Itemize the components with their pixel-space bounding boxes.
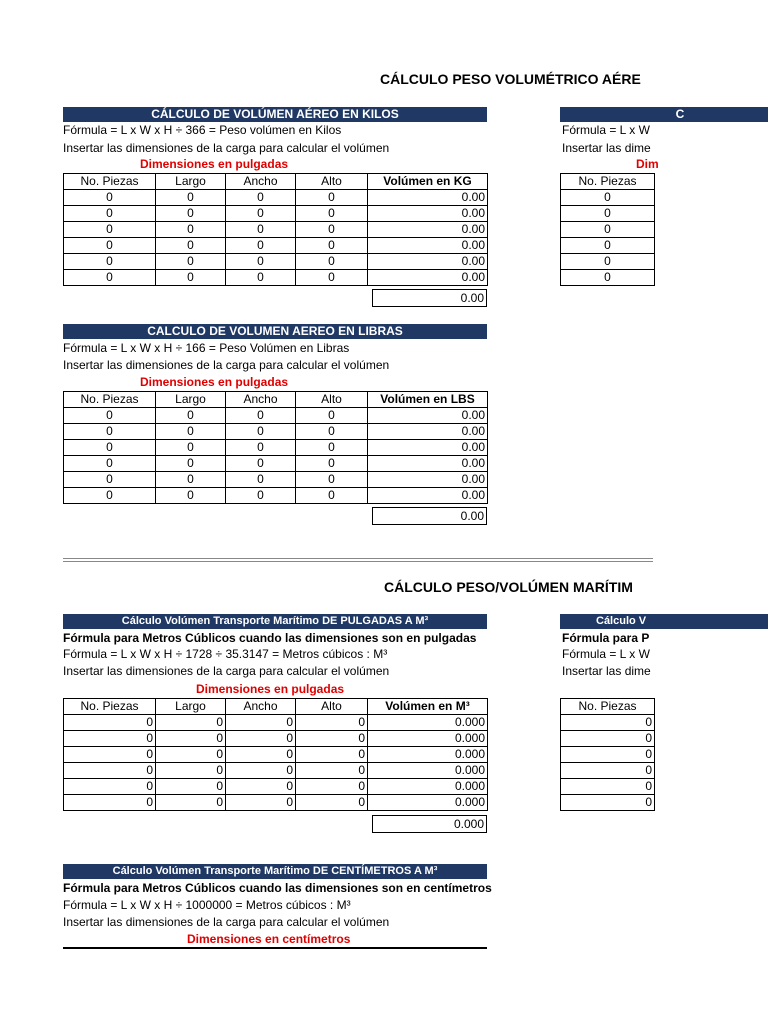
kilos-dims-label: Dimensiones en pulgadas [140,157,289,171]
table-cell[interactable]: 0 [226,190,296,206]
table-row [561,747,655,763]
table-row [64,254,488,270]
table-row [561,795,655,811]
table-cell[interactable]: 0 [156,731,226,747]
table-cell[interactable]: 0 [296,222,368,238]
table-cell[interactable]: 0 [64,206,156,222]
table-cell[interactable]: 0 [226,472,296,488]
libras-table [63,391,488,504]
kilos-formula: Fórmula = L x W x H ÷ 366 = Peso volúmen en Kilos [63,123,342,137]
pulgadas-header-bar: Cálculo Volúmen Transporte Marítimo DE PULGADAS A M³ [63,614,487,629]
kilos-header-bar: CÁLCULO DE VOLÚMEN AÉREO EN KILOS [63,107,487,122]
col-header-alto: Alto [296,392,368,408]
table-cell[interactable]: 0.000 [368,779,488,795]
libras-dims-label: Dimensiones en pulgadas [140,375,289,389]
sea-right-formula: Fórmula = L x W [562,647,650,661]
table-row [64,472,488,488]
pulgadas-table [63,698,488,811]
table-cell[interactable]: 0.00 [368,408,488,424]
table-cell[interactable]: 0 [64,424,156,440]
sea-right-bold-line: Fórmula para P [562,631,650,645]
table-cell[interactable]: 0 [156,488,226,504]
table-row [64,779,488,795]
pulgadas-formula: Fórmula = L x W x H ÷ 1728 ÷ 35.3147 = Metros cúbicos : M³ [63,647,388,661]
col-header-largo: Largo [156,174,226,190]
col-header-ancho: Ancho [226,392,296,408]
sea-section-title: CÁLCULO PESO/VOLÚMEN MARÍTIM [384,579,633,595]
table-cell[interactable]: 0 [156,779,226,795]
table-cell[interactable]: 0 [64,763,156,779]
table-cell[interactable]: 0 [156,190,226,206]
pulgadas-dims-label: Dimensiones en pulgadas [196,682,345,696]
centimetros-bold-line: Fórmula para Metros Cúblicos cuando las dimensiones son en centímetros [63,881,492,895]
table-cell[interactable]: 0 [296,206,368,222]
table-cell[interactable]: 0 [296,424,368,440]
air-section-title: CÁLCULO PESO VOLUMÉTRICO AÉRE [380,71,641,87]
pulgadas-instruction: Insertar las dimensiones de la carga para calcular el volúmen [63,664,390,678]
table-cell[interactable]: 0.000 [368,795,488,811]
table-row [561,190,655,206]
table-cell[interactable]: 0 [226,456,296,472]
table-cell[interactable]: 0 [561,238,655,254]
table-row [64,222,488,238]
table-cell[interactable]: 0.00 [368,222,488,238]
table-row [64,715,488,731]
section-divider [63,561,653,562]
table-cell[interactable]: 0 [226,270,296,286]
centimetros-formula: Fórmula = L x W x H ÷ 1000000 = Metros cúbicos : M³ [63,898,351,912]
table-row [64,408,488,424]
table-row [561,763,655,779]
table-cell[interactable]: 0 [226,715,296,731]
table-row [561,238,655,254]
table-cell[interactable]: 0 [296,238,368,254]
table-cell[interactable]: 0 [226,488,296,504]
table-cell[interactable]: 0 [156,763,226,779]
table-cell[interactable]: 0 [64,715,156,731]
table-cell[interactable]: 0 [64,408,156,424]
table-cell[interactable]: 0.000 [368,747,488,763]
col-header-piezas: No. Piezas [64,174,156,190]
col-header-largo: Largo [156,392,226,408]
table-cell[interactable]: 0 [64,795,156,811]
table-row [561,715,655,731]
table-cell[interactable]: 0 [296,190,368,206]
table-cell[interactable]: 0 [64,222,156,238]
kilos-instruction: Insertar las dimensiones de la carga para calcular el volúmen [63,141,390,155]
table-cell[interactable]: 0.00 [368,440,488,456]
table-cell[interactable]: 0 [156,222,226,238]
table-cell[interactable]: 0 [226,747,296,763]
table-cell[interactable]: 0 [296,440,368,456]
table-cell[interactable]: 0 [296,254,368,270]
table-cell[interactable]: 0 [64,190,156,206]
table-cell[interactable]: 0 [156,715,226,731]
col-header-ancho: Ancho [226,699,296,715]
table-cell[interactable]: 0 [156,270,226,286]
table-cell[interactable]: 0 [561,731,655,747]
col-header-volumen: Volúmen en LBS [368,392,488,408]
table-row [64,270,488,286]
table-cell[interactable]: 0 [561,254,655,270]
table-cell[interactable]: 0.00 [368,488,488,504]
table-row [64,795,488,811]
table-cell[interactable]: 0 [561,206,655,222]
table-cell[interactable]: 0 [156,456,226,472]
table-cell[interactable]: 0.000 [368,731,488,747]
centimetros-instruction: Insertar las dimensiones de la carga para calcular el volúmen [63,915,390,929]
libras-instruction: Insertar las dimensiones de la carga para calcular el volúmen [63,358,390,372]
table-cell[interactable]: 0 [226,206,296,222]
table-cell[interactable]: 0 [156,440,226,456]
table-cell[interactable]: 0 [561,747,655,763]
col-header-alto: Alto [296,174,368,190]
table-cell[interactable]: 0 [64,731,156,747]
table-cell[interactable]: 0 [561,270,655,286]
table-cell[interactable]: 0 [226,795,296,811]
table-cell[interactable]: 0 [64,488,156,504]
table-row [64,238,488,254]
pulgadas-bold-line: Fórmula para Metros Cúblicos cuando las dimensiones son en pulgadas [63,631,477,645]
col-header-alto: Alto [296,699,368,715]
table-cell[interactable]: 0 [64,254,156,270]
table-row [64,440,488,456]
table-row [64,731,488,747]
table-cell[interactable]: 0.00 [368,254,488,270]
kilos-table [63,173,488,286]
air-right-instruction: Insertar las dime [562,141,651,155]
table-cell[interactable]: 0 [64,440,156,456]
table-cell[interactable]: 0 [226,408,296,424]
col-header-piezas: No. Piezas [561,699,655,715]
table-cell[interactable]: 0.000 [368,763,488,779]
table-cell[interactable]: 0 [156,238,226,254]
col-header-piezas: No. Piezas [561,174,655,190]
col-header-piezas: No. Piezas [64,392,156,408]
col-header-volumen: Volúmen en KG [368,174,488,190]
table-cell[interactable]: 0.000 [368,715,488,731]
table-cell[interactable]: 0 [226,779,296,795]
table-row [64,763,488,779]
table-cell[interactable]: 0 [156,424,226,440]
air-right-header-bar: C [560,107,768,122]
table-cell[interactable]: 0 [296,715,368,731]
table-row [561,270,655,286]
table-cell[interactable]: 0 [561,779,655,795]
table-row [561,206,655,222]
air-right-formula: Fórmula = L x W [562,123,650,137]
centimetros-header-bar: Cálculo Volúmen Transporte Marítimo DE CENTÍMETROS A M³ [63,864,487,879]
col-header-volumen: Volúmen en M³ [368,699,488,715]
table-row [561,731,655,747]
table-cell[interactable]: 0 [296,456,368,472]
table-cell[interactable]: 0.00 [368,472,488,488]
col-header-ancho: Ancho [226,174,296,190]
table-cell[interactable]: 0 [226,424,296,440]
table-row [561,779,655,795]
table-cell[interactable]: 0.00 [368,456,488,472]
kilos-total: 0.00 [372,289,487,307]
libras-total: 0.00 [372,507,487,525]
table-cell[interactable]: 0 [296,488,368,504]
libras-header-bar: CALCULO DE VOLUMEN AEREO EN LIBRAS [63,324,487,339]
table-cell[interactable]: 0 [226,238,296,254]
table-row [561,222,655,238]
table-cell[interactable]: 0.00 [368,424,488,440]
table-cell[interactable]: 0 [156,254,226,270]
table-cell[interactable]: 0 [64,238,156,254]
table-cell[interactable]: 0 [296,795,368,811]
table-cell[interactable]: 0 [561,222,655,238]
table-cell[interactable]: 0 [561,763,655,779]
libras-formula: Fórmula = L x W x H ÷ 166 = Peso Volúmen en Libras [63,341,350,355]
table-cell[interactable]: 0 [561,715,655,731]
centimetros-rule [63,947,487,949]
table-cell[interactable]: 0.00 [368,238,488,254]
table-cell[interactable]: 0.00 [368,190,488,206]
col-header-largo: Largo [156,699,226,715]
table-row [64,488,488,504]
table-cell[interactable]: 0 [226,222,296,238]
table-cell[interactable]: 0 [64,747,156,763]
table-cell[interactable]: 0 [64,270,156,286]
table-cell[interactable]: 0 [64,779,156,795]
table-cell[interactable]: 0.00 [368,270,488,286]
sea-right-panel [560,612,768,817]
table-row [64,206,488,222]
table-row [64,747,488,763]
table-cell[interactable]: 0 [226,731,296,747]
table-cell[interactable]: 0 [156,472,226,488]
sea-right-instruction: Insertar las dime [562,664,651,678]
table-cell[interactable]: 0 [156,747,226,763]
table-cell[interactable]: 0 [561,795,655,811]
table-cell[interactable]: 0 [296,779,368,795]
table-cell[interactable]: 0 [296,763,368,779]
table-cell[interactable]: 0 [296,270,368,286]
table-cell[interactable]: 0 [226,440,296,456]
table-cell[interactable]: 0 [156,408,226,424]
col-header-piezas: No. Piezas [64,699,156,715]
table-cell[interactable]: 0.00 [368,206,488,222]
table-cell[interactable]: 0 [561,190,655,206]
table-cell[interactable]: 0 [296,747,368,763]
centimetros-dims-label: Dimensiones en centímetros [187,932,351,946]
table-cell[interactable]: 0 [156,795,226,811]
table-cell[interactable]: 0 [226,254,296,270]
section-divider [63,558,653,559]
table-cell[interactable]: 0 [64,456,156,472]
sea-right-header-bar: Cálculo V [560,614,768,629]
table-row [64,456,488,472]
air-right-table [560,173,655,286]
table-row [64,190,488,206]
table-cell[interactable]: 0 [296,731,368,747]
table-cell[interactable]: 0 [296,472,368,488]
air-right-dims-label: Dim [636,157,659,171]
sea-right-table [560,698,655,811]
table-cell[interactable]: 0 [64,472,156,488]
table-cell[interactable]: 0 [156,206,226,222]
table-cell[interactable]: 0 [296,408,368,424]
table-cell[interactable]: 0 [226,763,296,779]
table-row [561,254,655,270]
table-row [64,424,488,440]
pulgadas-total: 0.000 [372,815,487,833]
air-right-panel [560,105,768,295]
